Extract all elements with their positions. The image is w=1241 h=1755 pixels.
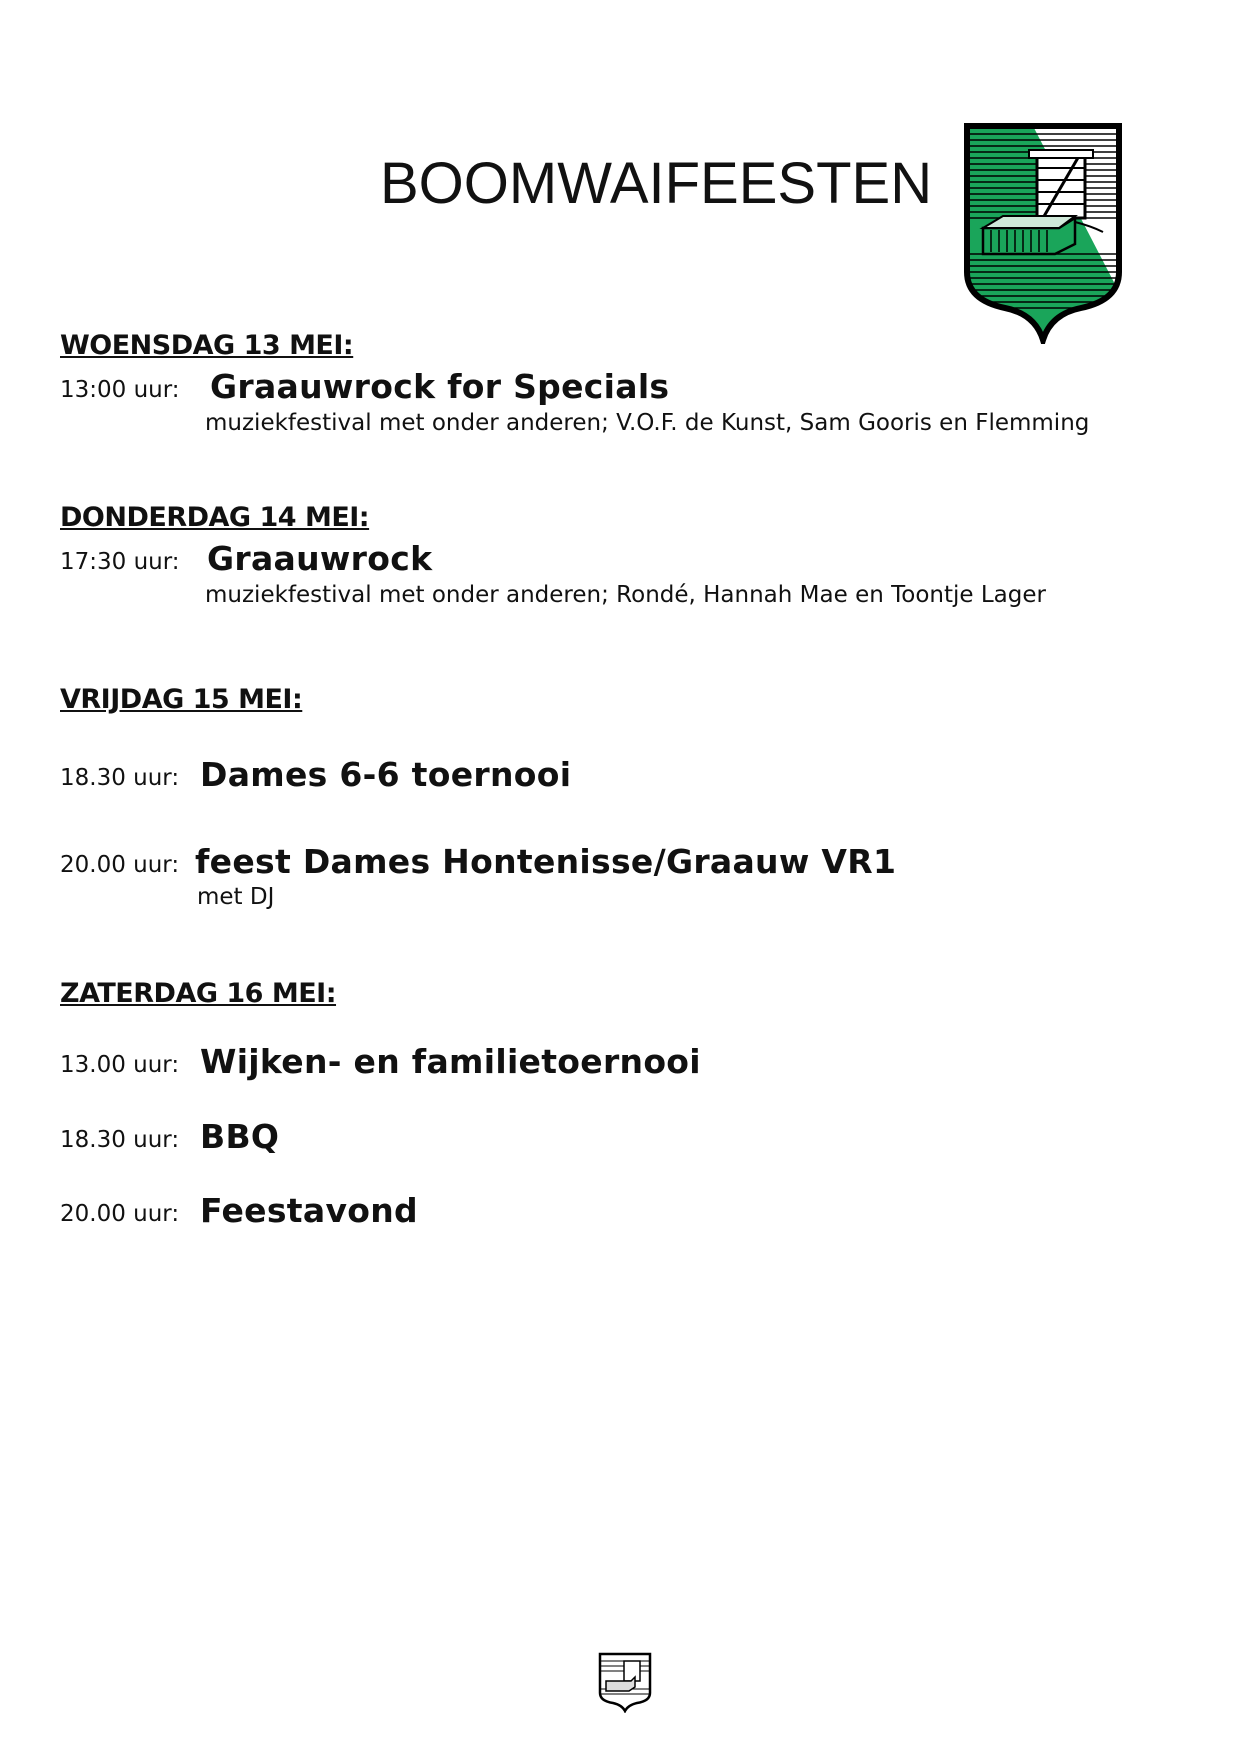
page-title: BOOMWAIFEESTEN (380, 151, 933, 216)
event-title: BBQ (200, 1117, 280, 1156)
event-time: 20.00 uur: (60, 1201, 180, 1227)
event-title: feest Dames Hontenisse/Graauw VR1 (195, 842, 897, 881)
event-title: Dames 6-6 toernooi (200, 755, 572, 794)
footer-crest-logo (597, 1651, 653, 1713)
event-title: Wijken- en familietoernooi (200, 1042, 701, 1081)
day-heading-friday: VRIJDAG 15 MEI: (60, 684, 303, 715)
day-heading-thursday: DONDERDAG 14 MEI: (60, 502, 370, 533)
day-heading-wednesday: WOENSDAG 13 MEI: (60, 330, 354, 361)
event-time: 17:30 uur: (60, 549, 180, 575)
event-time: 13.00 uur: (60, 1052, 180, 1078)
event-subtitle: muziekfestival met onder anderen; V.O.F. de Kunst, Sam Gooris en Flemming (205, 410, 1090, 436)
event-title: Graauwrock for Specials (210, 367, 670, 406)
event-time: 13:00 uur: (60, 377, 180, 403)
event-subtitle: met DJ (197, 884, 275, 910)
event-title: Graauwrock (207, 539, 433, 578)
event-time: 18.30 uur: (60, 765, 180, 791)
event-title: Feestavond (200, 1191, 418, 1230)
day-heading-saturday: ZATERDAG 16 MEI: (60, 978, 337, 1009)
coat-of-arms-logo (963, 122, 1123, 344)
event-time: 18.30 uur: (60, 1127, 180, 1153)
event-subtitle: muziekfestival met onder anderen; Rondé, Hannah Mae en Toontje Lager (205, 582, 1046, 608)
event-time: 20.00 uur: (60, 852, 180, 878)
